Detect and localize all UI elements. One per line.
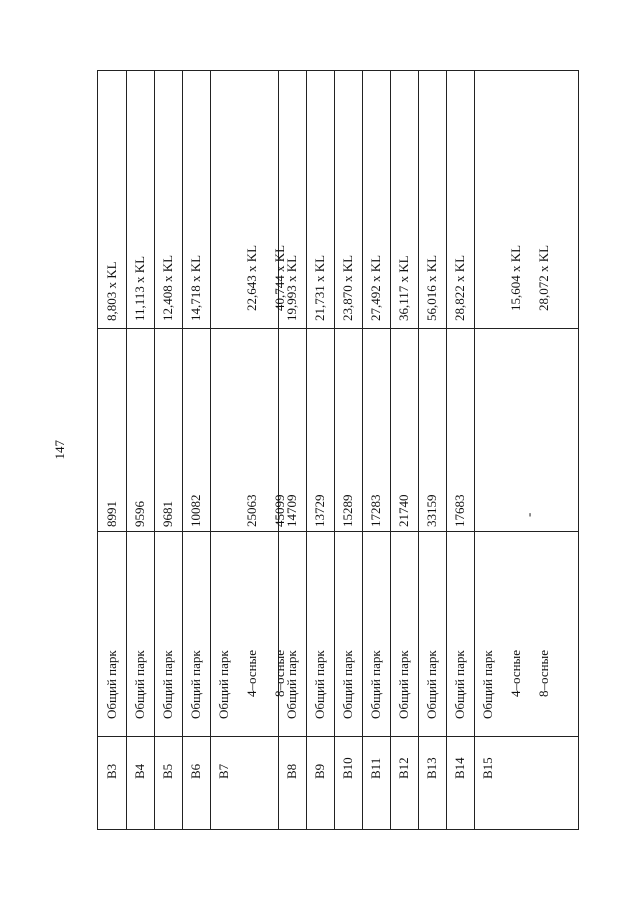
row-code: B14 xyxy=(452,757,467,779)
row-code: B10 xyxy=(340,757,355,779)
row-name: Общий парк xyxy=(452,650,467,719)
row-value: 17283 xyxy=(368,494,383,527)
page-number: 147 xyxy=(52,440,67,460)
row-name: Общий парк xyxy=(312,650,327,719)
row-name: Общий парк xyxy=(284,650,299,719)
row-divider xyxy=(362,71,363,829)
row-value: 8991 xyxy=(104,501,119,527)
row-name: Общий парк xyxy=(396,650,411,719)
row-code: B3 xyxy=(104,763,119,779)
row-divider xyxy=(306,71,307,829)
row-formula: 28,822 x KL xyxy=(452,254,467,321)
rotated-table xyxy=(97,70,579,830)
row-formula: 36,117 x KL xyxy=(396,255,411,321)
row-formula: 56,016 x KL xyxy=(424,254,439,321)
row-code: B6 xyxy=(188,763,203,779)
row-divider xyxy=(334,71,335,829)
row-subtype: 4–осные xyxy=(244,649,259,697)
row-divider xyxy=(182,71,183,829)
row-divider xyxy=(418,71,419,829)
row-formula: 8,803 x KL xyxy=(104,261,119,321)
row-divider xyxy=(278,71,279,829)
row-subtype: 4–осные xyxy=(508,649,523,697)
row-formula: 15,604 x KL xyxy=(508,244,523,311)
column-divider-code xyxy=(98,736,578,737)
row-divider xyxy=(126,71,127,829)
row-name: Общий парк xyxy=(424,650,439,719)
row-name: Общий парк xyxy=(188,650,203,719)
row-formula: 22,643 x KL xyxy=(244,244,259,311)
row-formula: 23,870 x KL xyxy=(340,254,355,321)
row-value: 25063 xyxy=(244,494,259,527)
row-value: 10082 xyxy=(188,494,203,527)
row-formula: 19,993 x KL xyxy=(284,254,299,321)
row-name: Общий парк xyxy=(216,650,231,719)
row-divider xyxy=(474,71,475,829)
row-value: - xyxy=(521,512,536,517)
row-divider xyxy=(210,71,211,829)
row-formula: 11,113 x KL xyxy=(132,255,147,321)
row-value: 33159 xyxy=(424,494,439,527)
row-divider xyxy=(154,71,155,829)
row-name: Общий парк xyxy=(104,650,119,719)
row-formula: 27,492 x KL xyxy=(368,254,383,321)
row-value: 9596 xyxy=(132,501,147,527)
row-subtype: 8–осные xyxy=(536,649,551,697)
row-value: 45099 xyxy=(272,494,287,527)
row-subtype: 8–осные xyxy=(272,649,287,697)
column-divider-value xyxy=(98,328,578,329)
row-code: B4 xyxy=(132,763,147,779)
row-code: B7 xyxy=(216,763,231,779)
row-formula: 40,744 x KL xyxy=(272,244,287,311)
row-code: B12 xyxy=(396,757,411,779)
row-name: Общий парк xyxy=(480,650,495,719)
row-code: B11 xyxy=(368,757,383,779)
row-divider xyxy=(446,71,447,829)
row-code: B5 xyxy=(160,763,175,779)
row-value: 21740 xyxy=(396,494,411,527)
row-value: 15289 xyxy=(340,494,355,527)
row-divider xyxy=(390,71,391,829)
row-code: B15 xyxy=(480,757,495,779)
row-formula: 21,731 x KL xyxy=(312,254,327,321)
row-value: 14709 xyxy=(284,494,299,527)
row-value: 17683 xyxy=(452,494,467,527)
row-formula: 28,072 x KL xyxy=(536,244,551,311)
row-value: 13729 xyxy=(312,494,327,527)
column-divider-name xyxy=(98,531,578,532)
row-name: Общий парк xyxy=(132,650,147,719)
row-value: 9681 xyxy=(160,501,175,527)
row-code: B9 xyxy=(312,763,327,779)
row-code: B8 xyxy=(284,763,299,779)
row-formula: 14,718 x KL xyxy=(188,254,203,321)
row-name: Общий парк xyxy=(160,650,175,719)
row-name: Общий парк xyxy=(340,650,355,719)
row-formula: 12,408 x KL xyxy=(160,254,175,321)
row-code: B13 xyxy=(424,757,439,779)
row-name: Общий парк xyxy=(368,650,383,719)
